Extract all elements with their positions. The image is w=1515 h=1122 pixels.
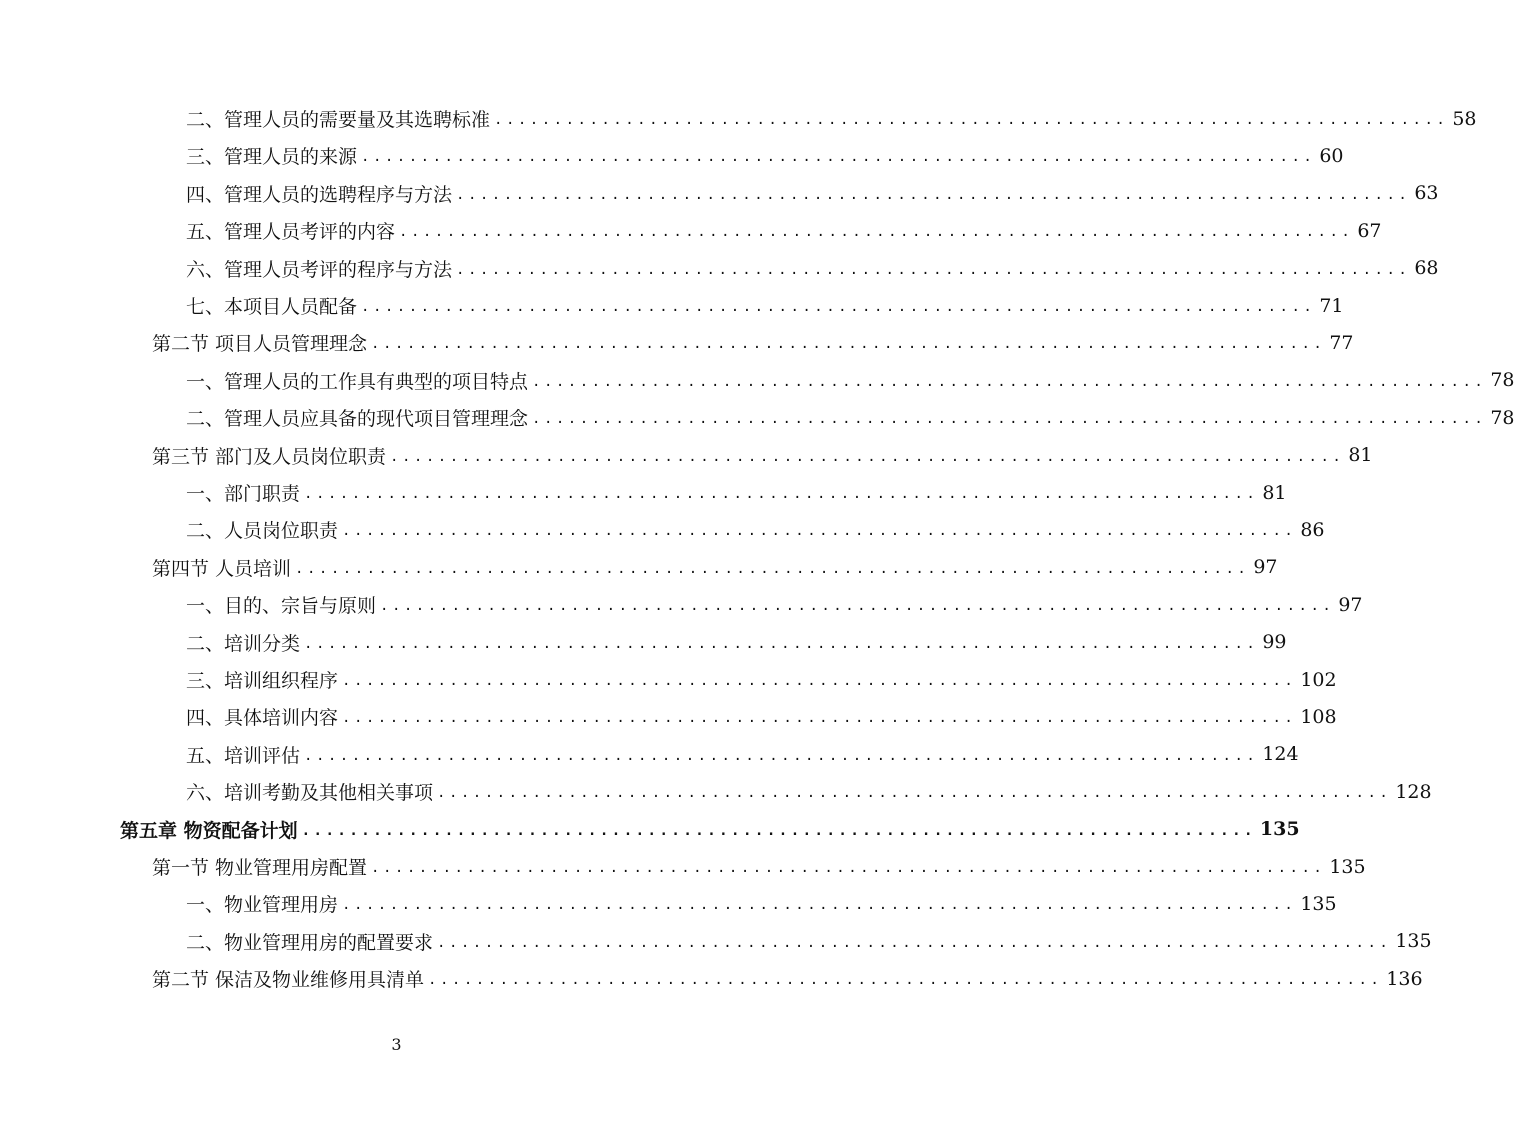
toc-entry[interactable] bbox=[186, 287, 1344, 324]
toc-entry-page: 99 bbox=[1262, 631, 1287, 654]
dot-leader: ................................................................................ bbox=[304, 747, 1259, 764]
toc-entry-page: 128 bbox=[1395, 780, 1432, 803]
dot-leader: ................................................................................ bbox=[532, 373, 1487, 390]
toc-entry-page: 81 bbox=[1348, 444, 1373, 467]
toc-entry-label: 二、管理人员的需要量及其选聘标准 bbox=[186, 109, 491, 131]
toc-entry[interactable] bbox=[152, 324, 1354, 361]
toc-entry-label: 第五章 物资配备计划 bbox=[120, 819, 298, 842]
toc-entry[interactable] bbox=[186, 137, 1344, 174]
toc-entry-label: 一、管理人员的工作具有典型的项目特点 bbox=[186, 370, 529, 393]
toc-entry[interactable] bbox=[186, 399, 1515, 436]
toc-entry-page: 135 bbox=[1329, 855, 1366, 878]
toc-entry[interactable] bbox=[186, 474, 1287, 511]
toc-entry[interactable] bbox=[186, 698, 1337, 735]
dot-leader: ................................................................................ bbox=[494, 112, 1449, 128]
toc-entry-label: 一、目的、宗旨与原则 bbox=[186, 595, 377, 618]
toc-entry-label: 五、管理人员考评的内容 bbox=[186, 221, 396, 244]
toc-entry-label: 第三节 部门及人员岗位职责 bbox=[152, 445, 387, 468]
dot-leader: ................................................................................ bbox=[342, 710, 1297, 727]
toc-entry[interactable] bbox=[186, 362, 1515, 399]
toc-entry-label: 四、管理人员的选聘程序与方法 bbox=[186, 183, 453, 206]
toc-entry-label: 三、培训组织程序 bbox=[186, 670, 339, 692]
toc-entry-label: 第二节 项目人员管理理念 bbox=[152, 333, 368, 356]
page-number: 3 bbox=[391, 1035, 402, 1054]
toc-entry[interactable] bbox=[152, 848, 1366, 885]
toc-entry-page: 136 bbox=[1386, 967, 1423, 990]
toc-entry-label: 六、培训考勤及其他相关事项 bbox=[186, 782, 434, 805]
dot-leader: ................................................................................ bbox=[428, 972, 1383, 989]
toc-entry[interactable] bbox=[152, 549, 1278, 586]
toc-entry[interactable] bbox=[152, 960, 1423, 997]
toc-entry-page: 71 bbox=[1319, 294, 1344, 317]
toc-entry[interactable] bbox=[186, 511, 1325, 548]
dot-leader: ................................................................................ bbox=[399, 224, 1354, 241]
toc-entry[interactable] bbox=[186, 885, 1337, 922]
toc-entry[interactable] bbox=[152, 437, 1373, 474]
dot-leader: ................................................................................ bbox=[371, 860, 1326, 876]
toc-entry-page: 97 bbox=[1253, 556, 1278, 579]
toc-entry[interactable] bbox=[186, 250, 1439, 287]
toc-entry[interactable] bbox=[186, 175, 1439, 212]
toc-entry-page: 135 bbox=[1259, 818, 1300, 841]
toc-entry-page: 102 bbox=[1300, 668, 1337, 691]
toc-entry-label: 五、培训评估 bbox=[186, 744, 301, 767]
toc-entry-label: 第一节 物业管理用房配置 bbox=[152, 857, 368, 879]
toc-entry[interactable] bbox=[120, 811, 1300, 848]
toc-entry-label: 二、管理人员应具备的现代项目管理理念 bbox=[186, 408, 529, 431]
dot-leader: ................................................................................ bbox=[456, 261, 1411, 278]
toc-entry-page: 68 bbox=[1414, 257, 1439, 280]
toc-entry[interactable] bbox=[186, 586, 1363, 623]
toc-entry-page: 81 bbox=[1262, 481, 1287, 504]
dot-leader: ................................................................................ bbox=[342, 897, 1297, 914]
dot-leader: ................................................................................ bbox=[301, 822, 1256, 839]
toc-entry[interactable] bbox=[186, 773, 1432, 810]
toc-entry-label: 第四节 人员培训 bbox=[152, 557, 292, 580]
dot-leader: ................................................................................ bbox=[456, 186, 1411, 203]
toc-entry[interactable] bbox=[186, 212, 1382, 249]
toc-entry-page: 135 bbox=[1300, 892, 1337, 915]
toc-entry-page: 78 bbox=[1490, 406, 1515, 429]
toc-entry-page: 124 bbox=[1262, 743, 1299, 766]
toc-entry-page: 97 bbox=[1338, 593, 1363, 616]
toc-entry-page: 60 bbox=[1319, 144, 1344, 167]
toc-entry-page: 78 bbox=[1490, 369, 1515, 392]
toc-entry-page: 108 bbox=[1300, 705, 1337, 728]
dot-leader: ................................................................................ bbox=[361, 149, 1316, 166]
dot-leader: ................................................................................ bbox=[532, 411, 1487, 428]
toc-entry[interactable] bbox=[186, 736, 1299, 773]
toc-entry-page: 67 bbox=[1357, 219, 1382, 242]
toc-entry-label: 六、管理人员考评的程序与方法 bbox=[186, 258, 453, 281]
toc-entry-label: 第二节 保洁及物业维修用具清单 bbox=[152, 969, 425, 992]
dot-leader: ................................................................................ bbox=[380, 598, 1335, 615]
toc-entry-page: 77 bbox=[1329, 331, 1354, 354]
toc-entry[interactable] bbox=[186, 923, 1432, 960]
dot-leader: ................................................................................ bbox=[304, 635, 1259, 652]
dot-leader: ................................................................................ bbox=[295, 560, 1250, 577]
dot-leader: ................................................................................ bbox=[342, 523, 1297, 540]
dot-leader: ................................................................................ bbox=[390, 448, 1345, 465]
dot-leader: ................................................................................ bbox=[371, 336, 1326, 353]
toc-entry-label: 七、本项目人员配备 bbox=[186, 296, 358, 318]
dot-leader: ................................................................................ bbox=[342, 673, 1297, 689]
toc-entry-label: 一、部门职责 bbox=[186, 483, 301, 505]
toc-entry-page: 63 bbox=[1414, 182, 1439, 205]
toc-entry-page: 135 bbox=[1395, 930, 1432, 953]
toc-entry-label: 四、具体培训内容 bbox=[186, 707, 339, 730]
dot-leader: ................................................................................ bbox=[361, 299, 1316, 315]
toc-entry-label: 一、物业管理用房 bbox=[186, 894, 339, 917]
dot-leader: ................................................................................ bbox=[437, 934, 1392, 951]
toc-entry-page: 86 bbox=[1300, 518, 1325, 541]
toc-entry-label: 二、人员岗位职责 bbox=[186, 520, 339, 543]
toc-entry[interactable] bbox=[186, 661, 1337, 698]
dot-leader: ................................................................................ bbox=[437, 785, 1392, 802]
toc-entry-label: 二、物业管理用房的配置要求 bbox=[186, 931, 434, 954]
toc-entry-label: 二、培训分类 bbox=[186, 632, 301, 655]
toc-entry[interactable] bbox=[186, 100, 1477, 137]
toc-entry-page: 58 bbox=[1452, 107, 1477, 130]
toc-entry-label: 三、管理人员的来源 bbox=[186, 146, 358, 169]
dot-leader: ................................................................................ bbox=[304, 486, 1259, 502]
toc-entry[interactable] bbox=[186, 624, 1287, 661]
